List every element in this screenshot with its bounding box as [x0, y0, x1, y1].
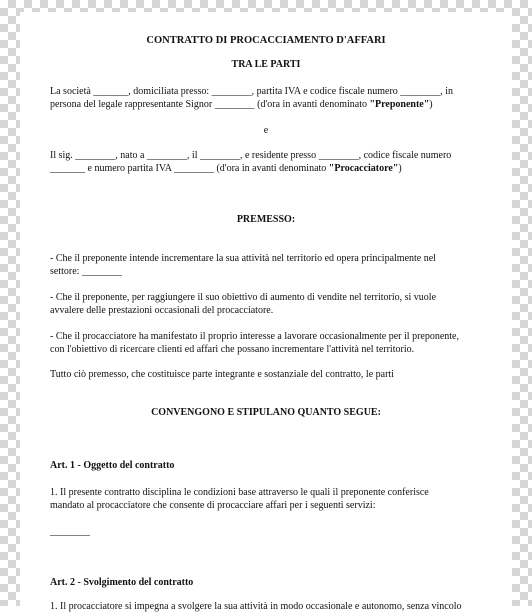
convengono-heading: CONVENGONO E STIPULANO QUANTO SEGUE: [151, 407, 381, 418]
party2-line2-close: ) [398, 163, 402, 174]
premesso-3-line2: con l'obiettivo di ricercare clienti ed affari che possano incrementare l'attività nel territorio. [50, 344, 415, 355]
premesso-2-line2: avvalere delle prestazioni occasionali del procacciatore. [50, 305, 274, 316]
party2-line2-text: _______ e numero partita IVA ________ (d'ora in avanti denominato [50, 163, 329, 174]
party1-line2-text: persona del legale rappresentante Signor ________ (d'ora in avanti denominato [50, 99, 370, 110]
premesso-1-line1: - Che il preponente intende incrementare la sua attività nel territorio ed opera principalmente nel [50, 253, 436, 264]
premesso-3-line1: - Che il procacciatore ha manifestato il proprio interesse a lavorare occasionalmente per il preponente, [50, 331, 459, 342]
premesso-heading: PREMESSO: [236, 214, 296, 225]
document-title: CONTRATTO DI PROCACCIAMENTO D'AFFARI [146, 35, 386, 46]
party1-line1: La società _______, domiciliata presso: ________, partita IVA e codice fiscale numero ________, in [50, 86, 454, 97]
parties-heading: TRA LE PARTI [231, 59, 301, 70]
procacciatore-label: "Procacciatore" [328, 163, 399, 174]
art2-partial-line: 1. Il procacciatore si impegna a svolgere la sua attività in modo occasionale e autonomo, senza vincolo [50, 601, 462, 612]
preponente-label: "Preponente" [369, 99, 430, 110]
party1-line2 [50, 99, 433, 111]
conjunction-e: e [263, 125, 269, 136]
document-page [20, 12, 512, 612]
art2-heading: Art. 2 - Svolgimento del contratto [50, 577, 194, 588]
art1-blank: ________ [50, 526, 90, 537]
party2-line2 [50, 163, 402, 175]
premesso-2-line1: - Che il preponente, per raggiungere il suo obiettivo di aumento di vendite nel territorio, si vuole [50, 292, 437, 303]
art1-para-line2: mandato al procacciatore che consente di procacciare affari per i seguenti servizi: [50, 500, 376, 511]
art1-para-line1: 1. Il presente contratto disciplina le condizioni base attraverso le quali il preponente conferisce [50, 487, 429, 498]
premesso-1-line2: settore: ________ [50, 266, 122, 277]
party1-line2-close: ) [429, 99, 433, 110]
art1-heading: Art. 1 - Oggetto del contratto [50, 460, 175, 471]
party2-line1: Il sig. ________, nato a ________, il ________, e residente presso ________, codice fiscale numero [50, 150, 452, 161]
tutto-premesso: Tutto ciò premesso, che costituisce parte integrante e sostanziale del contratto, le parti [50, 369, 394, 380]
